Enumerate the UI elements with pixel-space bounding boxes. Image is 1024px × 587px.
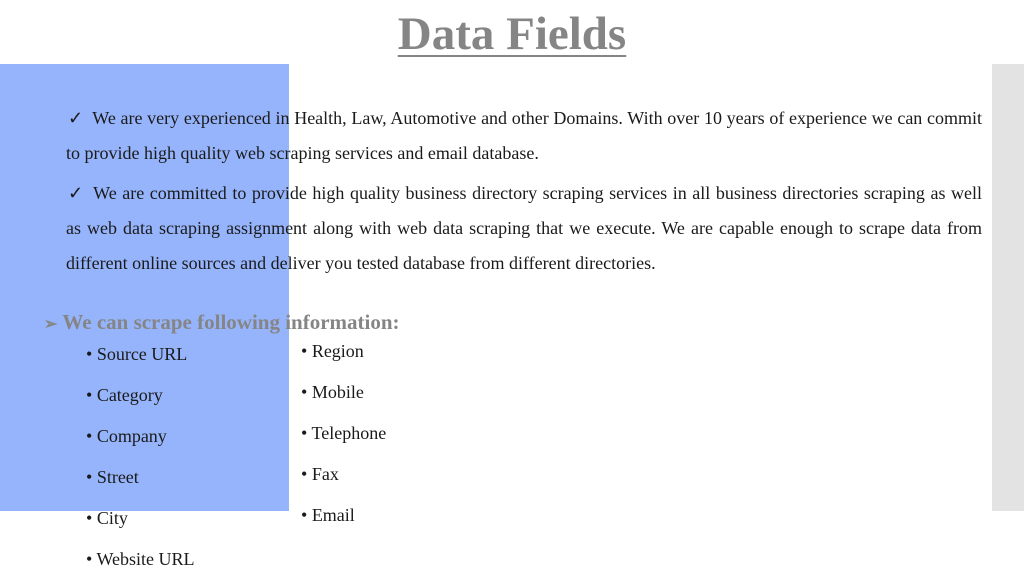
checkmark-icon: ✓ [68,108,84,128]
list-item-text: Category [96,385,163,405]
list-item-text: Region [311,341,364,361]
list-item: • Mobile [301,382,364,402]
paragraph-experience [66,101,982,171]
list-item: • Company [86,426,167,446]
section-heading-text: We can scrape following information: [62,310,400,334]
list-item-text: Mobile [311,382,364,402]
gray-side-bar [992,64,1024,511]
list-item: • Region [301,341,364,361]
paragraph-text: We are committed to provide high quality business directory scraping services in all business directories scraping as well as web data scraping assignment along with web data scraping that we execute. We are capable enough to scrape data from different online sources and deliver you tested database from different directories. [66,183,982,273]
list-item-text: Email [311,505,355,525]
list-item-text: Telephone [311,423,387,443]
list-item: • Fax [301,464,339,484]
list-item: • Street [86,467,139,487]
list-item: • Email [301,505,355,525]
list-item: • Category [86,385,163,405]
page-title: Data Fields [397,8,627,60]
paragraph-text: We are very experienced in Health, Law, Automotive and other Domains. With over 10 years of experience we can commit to provide high quality web scraping services and email database. [66,108,982,163]
list-item-text: Street [96,467,139,487]
arrow-bullet-icon: ➢ [44,316,58,333]
list-item: • Telephone [301,423,387,443]
fields-list-left [86,341,195,587]
list-item: • Source URL [86,344,188,364]
paragraph-commitment [66,176,982,281]
fields-list-right [301,338,386,543]
section-heading [44,307,400,340]
list-item-text: Company [96,426,167,446]
list-item: • City [86,508,128,528]
list-item-text: Fax [311,464,339,484]
checkmark-icon: ✓ [68,183,85,203]
list-item: • Website URL [86,549,195,569]
list-item-text: City [96,508,128,528]
list-item-text: Website URL [96,549,195,569]
list-item-text: Source URL [96,344,188,364]
